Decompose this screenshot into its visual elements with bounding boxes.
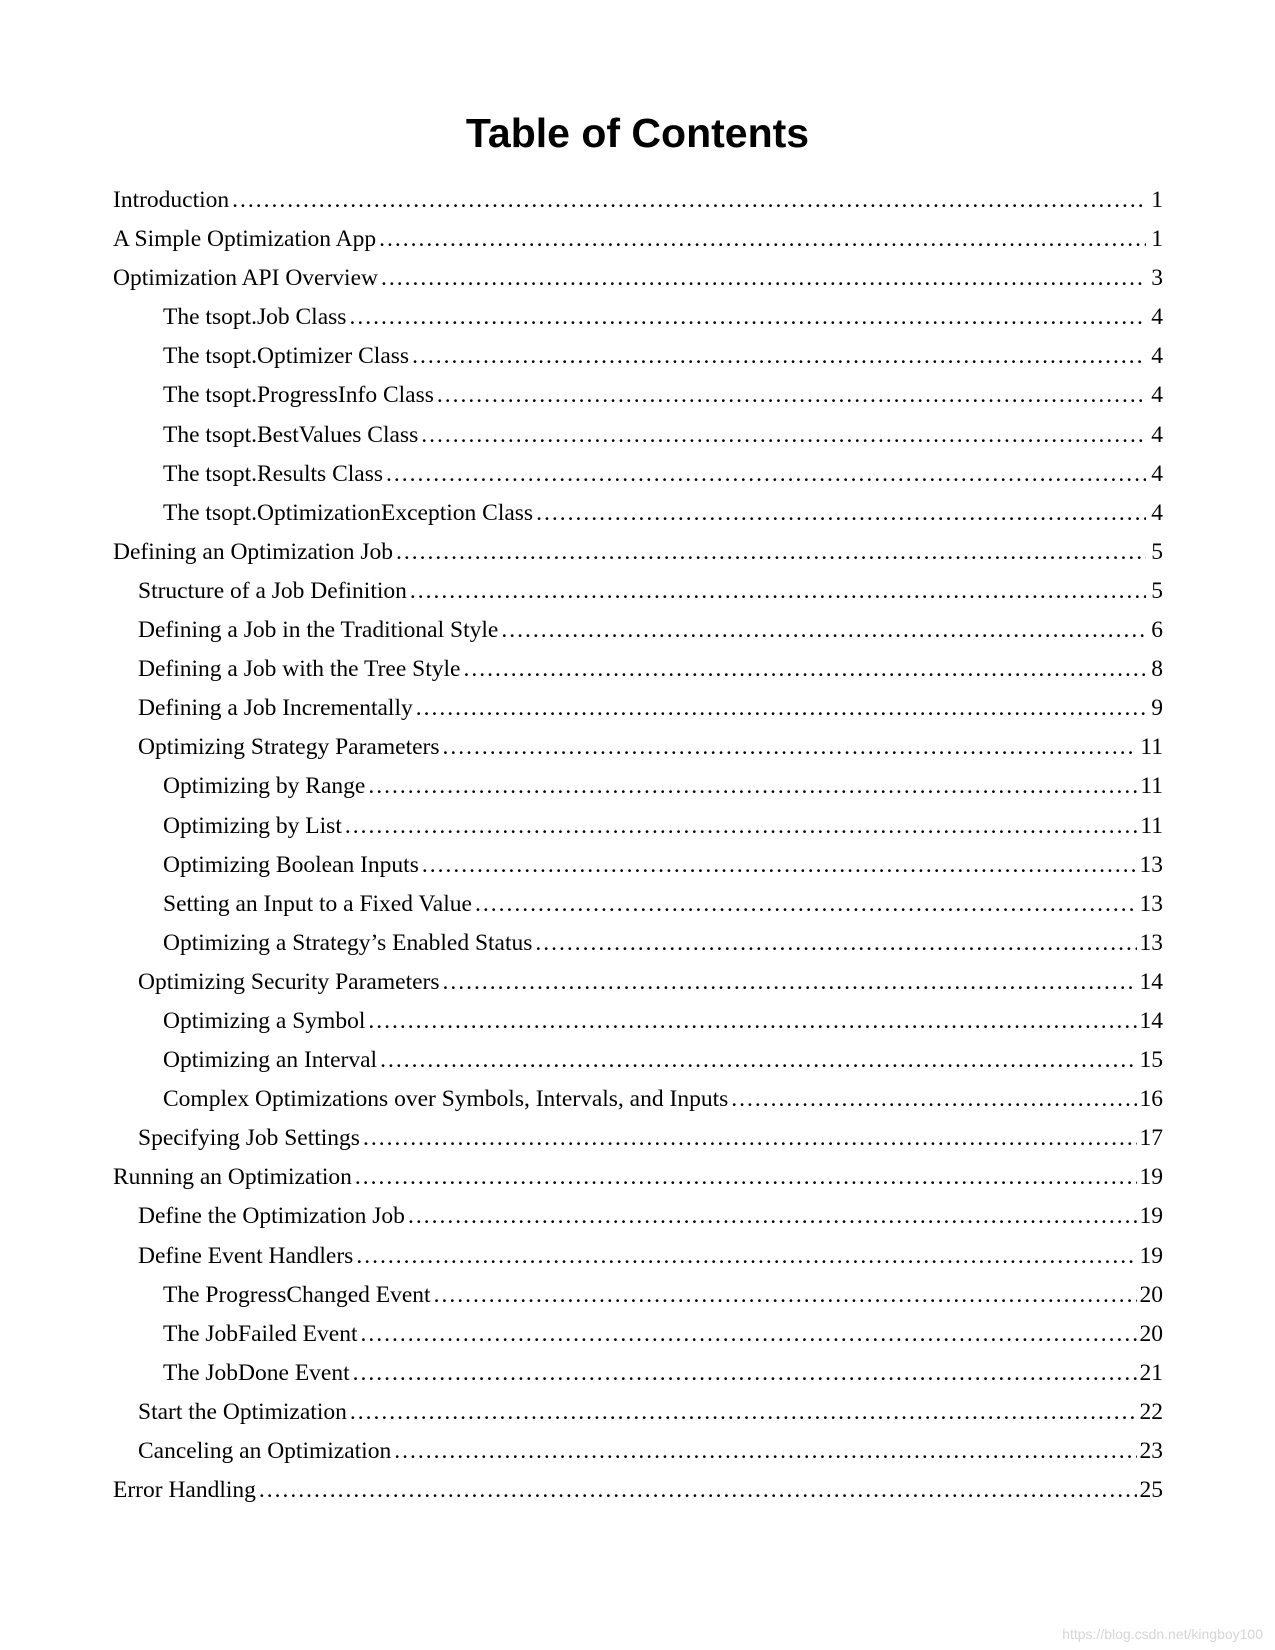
toc-page-number[interactable]: 1 bbox=[1151, 187, 1163, 213]
toc-entry[interactable] bbox=[113, 924, 1163, 963]
toc-entry-title[interactable]: Error Handling bbox=[113, 1477, 256, 1504]
toc-leader-dots bbox=[350, 1393, 1137, 1432]
toc-leader-dots bbox=[360, 1315, 1136, 1354]
toc-leader-dots bbox=[356, 1237, 1136, 1276]
toc-leader-dots bbox=[422, 846, 1137, 885]
toc-leader-dots bbox=[501, 611, 1146, 650]
toc-entry[interactable] bbox=[113, 1354, 1163, 1393]
toc-leader-dots bbox=[368, 1002, 1136, 1041]
toc-entry[interactable] bbox=[113, 1119, 1163, 1158]
toc-page-number[interactable]: 19 bbox=[1139, 1203, 1163, 1230]
toc-entry[interactable] bbox=[113, 846, 1163, 885]
toc-page-number[interactable]: 8 bbox=[1151, 656, 1163, 683]
toc-entry-title[interactable]: Introduction bbox=[113, 187, 230, 213]
toc-leader-dots bbox=[380, 1041, 1136, 1080]
toc-leader-dots bbox=[355, 1158, 1137, 1197]
toc-page-number[interactable]: 4 bbox=[1151, 460, 1163, 487]
toc-page-number[interactable]: 4 bbox=[1151, 382, 1163, 409]
toc-entry-title[interactable]: A Simple Optimization App bbox=[113, 226, 377, 253]
toc-leader-dots bbox=[437, 376, 1146, 415]
toc-entry-title[interactable]: Optimizing Security Parameters bbox=[138, 968, 440, 995]
toc-page-number[interactable]: 21 bbox=[1139, 1359, 1163, 1386]
toc-leader-dots bbox=[416, 689, 1146, 728]
toc-entry[interactable] bbox=[113, 611, 1163, 650]
toc-page-number[interactable]: 13 bbox=[1139, 851, 1163, 878]
toc-page-number[interactable]: 4 bbox=[1151, 499, 1163, 526]
toc-entry[interactable] bbox=[113, 337, 1163, 376]
toc-leader-dots bbox=[379, 220, 1146, 259]
toc-page-number[interactable]: 11 bbox=[1140, 812, 1163, 839]
toc-leader-dots bbox=[381, 259, 1146, 298]
toc-page-number[interactable]: 4 bbox=[1151, 304, 1163, 331]
toc-leader-dots bbox=[434, 1276, 1137, 1315]
toc-entry[interactable] bbox=[113, 416, 1163, 455]
toc-leader-dots bbox=[410, 572, 1146, 611]
toc-leader-dots bbox=[463, 650, 1146, 689]
toc-entry[interactable] bbox=[113, 1080, 1163, 1119]
toc-entry-title[interactable]: Optimizing Strategy Parameters bbox=[138, 734, 440, 761]
toc-entry-title[interactable]: Define Event Handlers bbox=[138, 1242, 354, 1269]
page-title: Table of Contents bbox=[465, 110, 810, 156]
toc-page-number[interactable]: 1 bbox=[1151, 226, 1163, 253]
toc-page-number[interactable]: 11 bbox=[1140, 734, 1163, 761]
toc-entry-title[interactable]: Defining a Job Incrementally bbox=[138, 695, 413, 722]
toc-page-number[interactable]: 5 bbox=[1151, 538, 1163, 565]
toc-page-number[interactable]: 22 bbox=[1139, 1398, 1163, 1425]
toc-entry[interactable] bbox=[113, 728, 1163, 767]
toc-entry[interactable] bbox=[113, 1041, 1163, 1080]
toc-entry-title[interactable]: Specifying Job Settings bbox=[138, 1125, 360, 1152]
toc-page-number[interactable]: 23 bbox=[1139, 1438, 1163, 1464]
toc-leader-dots bbox=[368, 767, 1137, 806]
toc-entry[interactable] bbox=[113, 807, 1163, 846]
toc-entry-title[interactable]: Optimizing a Symbol bbox=[163, 1007, 366, 1034]
toc-entry-title[interactable]: Defining a Job in the Traditional Style bbox=[138, 617, 499, 644]
toc-leader-dots bbox=[536, 494, 1146, 533]
toc-entry-title[interactable]: Setting an Input to a Fixed Value bbox=[163, 890, 472, 917]
toc-entry[interactable] bbox=[113, 1315, 1163, 1354]
toc-page-number[interactable]: 19 bbox=[1139, 1242, 1163, 1269]
toc-entry[interactable] bbox=[113, 963, 1163, 1002]
toc-entry[interactable] bbox=[113, 650, 1163, 689]
toc-leader-dots bbox=[731, 1080, 1136, 1119]
toc-entry-title[interactable]: Define the Optimization Job bbox=[138, 1203, 405, 1230]
toc-leader-dots bbox=[443, 728, 1138, 767]
toc-entry-title[interactable]: Canceling an Optimization bbox=[138, 1438, 392, 1464]
toc-page-number[interactable]: 11 bbox=[1140, 773, 1163, 800]
toc-entry[interactable] bbox=[113, 1432, 1163, 1471]
toc-entry-title[interactable]: The tsopt.Results Class bbox=[163, 460, 383, 487]
toc-entry-title[interactable]: Start the Optimization bbox=[138, 1398, 347, 1425]
toc-leader-dots bbox=[412, 337, 1146, 376]
toc-entry-title[interactable]: Defining an Optimization Job bbox=[113, 538, 393, 565]
toc-entry-title[interactable]: The tsopt.ProgressInfo Class bbox=[163, 382, 434, 409]
toc-entry[interactable] bbox=[113, 689, 1163, 728]
toc-entry-title[interactable]: Running an Optimization bbox=[113, 1164, 352, 1191]
toc-entry[interactable] bbox=[113, 1471, 1163, 1510]
toc-entry[interactable] bbox=[113, 181, 1163, 220]
toc-entry[interactable] bbox=[113, 1197, 1163, 1236]
toc-page-number[interactable]: 9 bbox=[1151, 695, 1163, 722]
toc-leader-dots bbox=[396, 533, 1146, 572]
toc-page-number[interactable]: 15 bbox=[1139, 1047, 1163, 1074]
toc-entry-title[interactable]: The JobDone Event bbox=[163, 1359, 350, 1386]
toc-entry[interactable] bbox=[113, 572, 1163, 611]
toc-entry-title[interactable]: Optimizing by Range bbox=[163, 773, 366, 800]
toc-leader-dots bbox=[386, 455, 1146, 494]
toc-entry-title[interactable]: Defining a Job with the Tree Style bbox=[138, 656, 461, 683]
toc-entry[interactable] bbox=[113, 259, 1163, 298]
toc-entry-title[interactable]: The tsopt.Optimizer Class bbox=[163, 343, 410, 370]
toc-leader-dots bbox=[345, 807, 1138, 846]
toc-entry[interactable] bbox=[113, 1276, 1163, 1315]
toc-page-number[interactable]: 20 bbox=[1139, 1320, 1163, 1347]
toc-entry-title[interactable]: Optimization API Overview bbox=[113, 265, 378, 292]
watermark: https://blog.csdn.net/kingboy100 bbox=[1062, 1626, 1263, 1642]
toc-entry[interactable] bbox=[113, 376, 1163, 415]
toc-entry[interactable] bbox=[113, 1393, 1163, 1432]
toc-entry[interactable] bbox=[113, 494, 1163, 533]
toc-entry[interactable] bbox=[113, 455, 1163, 494]
toc-entry-title[interactable]: The tsopt.Job Class bbox=[163, 304, 347, 331]
toc-leader-dots bbox=[259, 1471, 1137, 1510]
toc-page-number[interactable]: 14 bbox=[1139, 1007, 1163, 1034]
toc-entry-title[interactable]: Optimizing Boolean Inputs bbox=[163, 851, 419, 878]
toc-page-number[interactable]: 25 bbox=[1139, 1477, 1163, 1504]
toc-entry[interactable] bbox=[113, 1158, 1163, 1197]
toc-page-number[interactable]: 13 bbox=[1139, 929, 1163, 956]
toc-entry[interactable] bbox=[113, 1002, 1163, 1041]
toc-leader-dots bbox=[475, 885, 1137, 924]
toc-page-number[interactable]: 16 bbox=[1139, 1086, 1163, 1113]
toc-entry-title[interactable]: The tsopt.BestValues Class bbox=[163, 421, 419, 448]
toc-page-number[interactable]: 14 bbox=[1139, 968, 1163, 995]
toc-leader-dots bbox=[421, 416, 1146, 455]
toc-page-number[interactable]: 4 bbox=[1151, 421, 1163, 448]
toc-page-number[interactable]: 4 bbox=[1151, 343, 1163, 370]
toc-entry[interactable] bbox=[113, 1237, 1163, 1276]
toc-entry[interactable] bbox=[113, 885, 1163, 924]
toc-entry-title[interactable]: The tsopt.OptimizationException Class bbox=[163, 499, 534, 526]
toc-page-number[interactable]: 17 bbox=[1139, 1125, 1163, 1152]
toc-entry-title[interactable]: Optimizing an Interval bbox=[163, 1047, 378, 1074]
toc-entry-title[interactable]: Optimizing by List bbox=[163, 812, 342, 839]
toc-page-number[interactable]: 19 bbox=[1139, 1164, 1163, 1191]
toc-entry-title[interactable]: Optimizing a Strategy’s Enabled Status bbox=[163, 929, 533, 956]
toc-leader-dots bbox=[353, 1354, 1137, 1393]
toc-entry-title[interactable]: Structure of a Job Definition bbox=[138, 577, 407, 604]
toc-page-number[interactable]: 13 bbox=[1139, 890, 1163, 917]
toc-entry[interactable] bbox=[113, 298, 1163, 337]
toc-leader-dots bbox=[349, 298, 1146, 337]
toc-page-number[interactable]: 20 bbox=[1139, 1281, 1163, 1308]
toc-entry[interactable] bbox=[113, 220, 1163, 259]
toc-leader-dots bbox=[232, 181, 1146, 220]
toc-leader-dots bbox=[363, 1119, 1137, 1158]
table-of-contents bbox=[113, 181, 1163, 1510]
toc-entry[interactable] bbox=[113, 767, 1163, 806]
toc-leader-dots bbox=[408, 1197, 1137, 1236]
toc-leader-dots bbox=[535, 924, 1136, 963]
toc-page-number[interactable]: 3 bbox=[1151, 265, 1163, 292]
toc-page-number[interactable]: 6 bbox=[1151, 617, 1163, 644]
toc-entry-title[interactable]: Complex Optimizations over Symbols, Intervals, and Inputs bbox=[163, 1086, 729, 1113]
toc-entry[interactable] bbox=[113, 533, 1163, 572]
toc-page-number[interactable]: 5 bbox=[1151, 577, 1163, 604]
toc-leader-dots bbox=[443, 963, 1137, 1002]
toc-entry-title[interactable]: The ProgressChanged Event bbox=[163, 1281, 431, 1308]
toc-leader-dots bbox=[394, 1432, 1136, 1471]
toc-entry-title[interactable]: The JobFailed Event bbox=[163, 1320, 358, 1347]
